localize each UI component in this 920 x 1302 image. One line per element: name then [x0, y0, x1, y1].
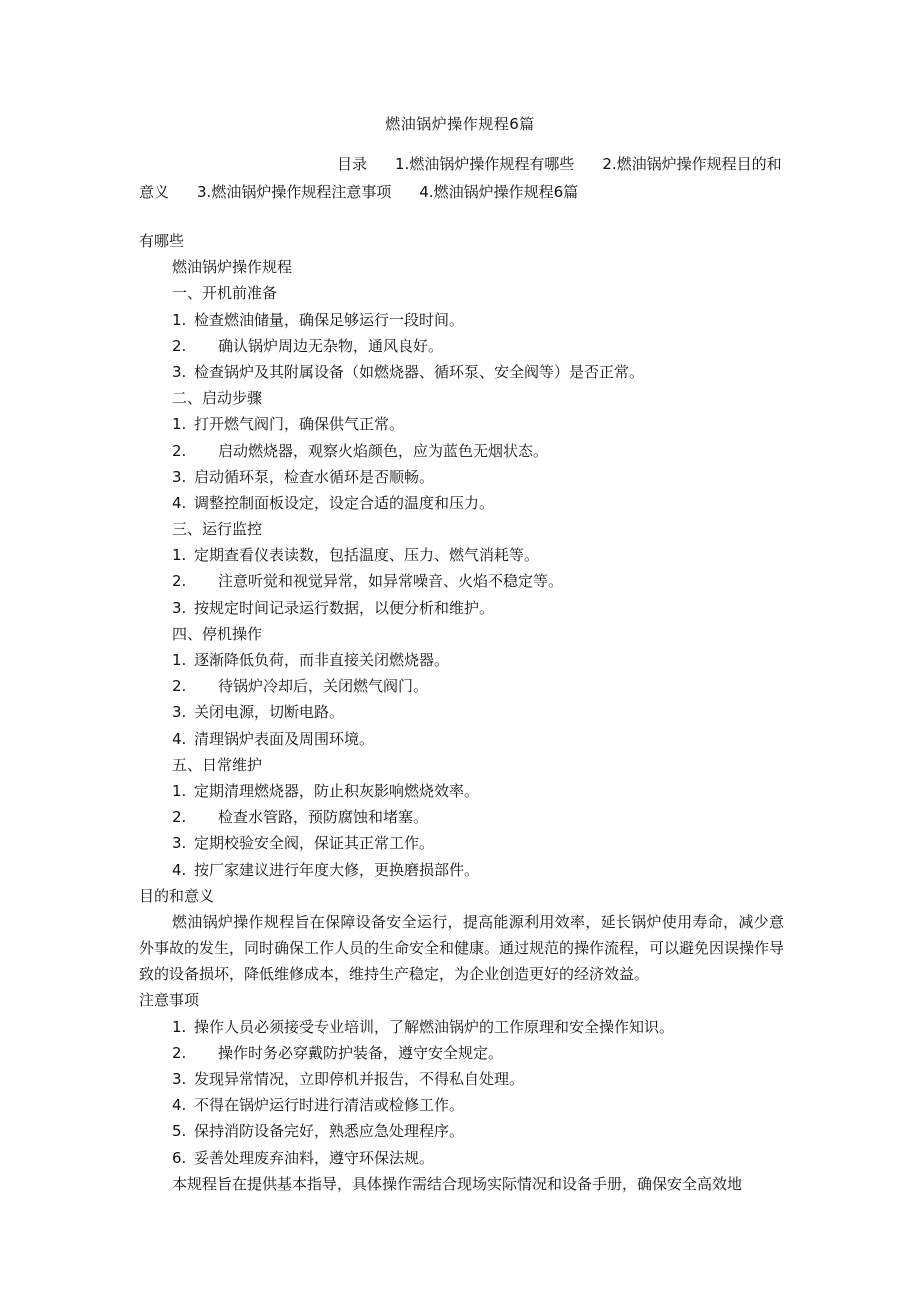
- item-number: 6.: [172, 1148, 187, 1167]
- item-number: 3.: [172, 362, 187, 381]
- item-text: 定期校验安全阀，保证其正常工作。: [194, 834, 435, 853]
- document-body: [139, 228, 784, 1197]
- item-text: 不得在锅炉运行时进行清洁或检修工作。: [194, 1096, 465, 1115]
- list-item: [139, 778, 784, 804]
- closing-paragraph: 本规程旨在提供基本指导，具体操作需结合现场实际情况和设备手册，确保安全高效地: [172, 1174, 743, 1193]
- item-text: 发现异常情况，立即停机并报告，不得私自处理。: [194, 1070, 525, 1089]
- item-number: 4.: [172, 860, 187, 879]
- item-number: 4.: [172, 729, 187, 748]
- group-heading: 一、开机前准备: [172, 284, 278, 303]
- item-text: 操作人员必须接受专业培训，了解燃油锅炉的工作原理和安全操作知识。: [194, 1017, 675, 1036]
- list-item: [139, 830, 784, 856]
- item-number: 5.: [172, 1122, 187, 1141]
- item-number: 1.: [172, 1017, 187, 1036]
- item-number: 2.: [172, 808, 187, 827]
- list-item: [139, 699, 784, 725]
- item-number: 2.: [172, 572, 187, 591]
- item-number: 4.: [172, 493, 187, 512]
- list-item: [139, 1040, 784, 1066]
- item-text: 定期查看仪表读数，包括温度、压力、燃气消耗等。: [194, 546, 540, 565]
- item-number: 4.: [172, 1096, 187, 1115]
- list-item: [139, 857, 784, 883]
- item-number: 2.: [172, 441, 187, 460]
- group-heading: 四、停机操作: [172, 624, 263, 643]
- item-number: 1.: [172, 546, 187, 565]
- list-item: [139, 1092, 784, 1118]
- list-item: [139, 307, 784, 333]
- item-number: 2.: [172, 677, 187, 696]
- section-heading: 有哪些: [139, 232, 185, 250]
- item-number: 3.: [172, 467, 187, 486]
- purpose-paragraph: 燃油锅炉操作规程旨在保障设备安全运行，提高能源利用效率，延长锅炉使用寿命，减少意外事故的发生，同时确保工作人员的生命安全和健康。通过规范的操作流程，可以避免因误操作导致的设备损坏，降低维修成本，维持生产稳定，为企业创造更好的经济效益。: [139, 912, 785, 984]
- group-heading: 三、运行监控: [172, 520, 263, 539]
- list-item: [139, 1014, 784, 1040]
- item-text: 检查燃油储量，确保足够运行一段时间。: [194, 310, 465, 329]
- item-number: 1.: [172, 310, 187, 329]
- section-heading: 目的和意义: [139, 886, 215, 905]
- list-item: [139, 359, 784, 385]
- toc-entry-3: 3.燃油锅炉操作规程注意事项: [197, 183, 392, 201]
- table-of-contents: [139, 150, 784, 206]
- item-number: 3.: [172, 1070, 187, 1089]
- toc-entry-1: 1.燃油锅炉操作规程有哪些: [395, 155, 575, 173]
- section-heading: 注意事项: [139, 991, 200, 1010]
- item-number: 1.: [172, 781, 187, 800]
- item-text: 确认锅炉周边无杂物，通风良好。: [218, 336, 444, 355]
- list-item: [139, 411, 784, 437]
- item-text: 定期清理燃烧器，防止积灰影响燃烧效率。: [194, 781, 480, 800]
- item-text: 打开燃气阀门，确保供气正常。: [194, 415, 405, 434]
- list-item: [139, 490, 784, 516]
- list-item: [139, 542, 784, 568]
- item-text: 逐渐降低负荷，而非直接关闭燃烧器。: [194, 651, 450, 669]
- list-item: [139, 647, 784, 673]
- group-heading: 二、启动步骤: [172, 389, 263, 408]
- item-number: 3.: [172, 598, 187, 617]
- toc-label: 目录: [337, 155, 368, 173]
- item-text: 检查锅炉及其附属设备（如燃烧器、循环泵、安全阀等）是否正常。: [194, 362, 645, 381]
- item-text: 关闭电源，切断电路。: [194, 703, 345, 722]
- section-title: 燃油锅炉操作规程: [172, 258, 293, 277]
- item-text: 注意听觉和视觉异常，如异常噪音、火焰不稳定等。: [218, 572, 564, 591]
- item-number: 2.: [172, 336, 187, 355]
- list-item: [139, 568, 784, 594]
- item-text: 调整控制面板设定，设定合适的温度和压力。: [194, 493, 495, 512]
- item-text: 妥善处理废弃油料，遵守环保法规。: [194, 1148, 435, 1167]
- list-item: [139, 1145, 784, 1171]
- item-text: 按规定时间记录运行数据，以便分析和维护。: [194, 598, 495, 617]
- item-text: 操作时务必穿戴防护装备，遵守安全规定。: [218, 1043, 504, 1062]
- item-number: 3.: [172, 703, 187, 722]
- list-item: [139, 1066, 784, 1092]
- item-text: 清理锅炉表面及周围环境。: [194, 729, 375, 748]
- list-item: [139, 464, 784, 490]
- item-text: 启动燃烧器，观察火焰颜色，应为蓝色无烟状态。: [218, 441, 549, 460]
- list-item: [139, 673, 784, 699]
- item-number: 1.: [172, 651, 187, 669]
- list-item: [139, 333, 784, 359]
- list-item: [139, 804, 784, 830]
- toc-entry-2: 2.燃油锅炉操作规程目的和意义: [139, 155, 782, 201]
- list-item: [139, 1118, 784, 1144]
- item-number: 2.: [172, 1043, 187, 1062]
- item-text: 按厂家建议进行年度大修，更换磨损部件。: [194, 860, 480, 879]
- item-text: 检查水管路，预防腐蚀和堵塞。: [218, 808, 429, 827]
- list-item: [139, 595, 784, 621]
- group-heading: 五、日常维护: [172, 755, 263, 774]
- item-text: 待锅炉冷却后，关闭燃气阀门。: [218, 677, 429, 696]
- toc-entry-4: 4.燃油锅炉操作规程6篇: [419, 183, 579, 201]
- list-item: [139, 438, 784, 464]
- document-title: 燃油锅炉操作规程6篇: [385, 115, 535, 133]
- item-number: 1.: [172, 415, 187, 434]
- item-text: 保持消防设备完好，熟悉应急处理程序。: [194, 1122, 465, 1141]
- list-item: [139, 726, 784, 752]
- item-text: 启动循环泵，检查水循环是否顺畅。: [194, 467, 435, 486]
- item-number: 3.: [172, 834, 187, 853]
